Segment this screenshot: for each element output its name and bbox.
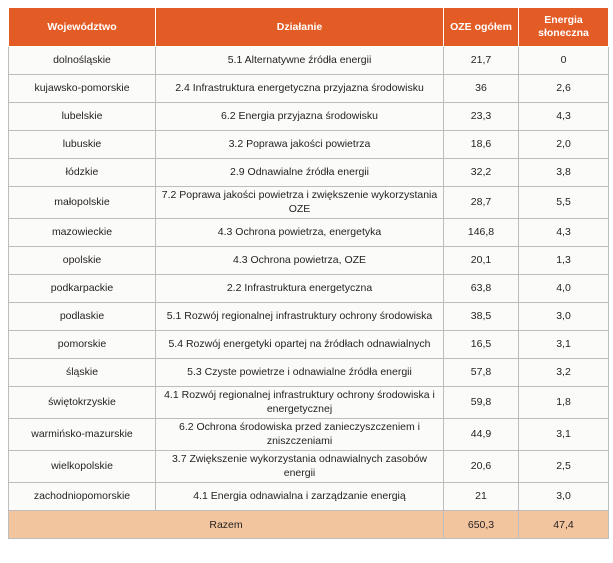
cell-wojewodztwo: mazowieckie	[9, 219, 156, 247]
table-row	[9, 219, 609, 247]
cell-energia-sloneczna: 1,8	[519, 387, 609, 419]
cell-energia-sloneczna: 4,3	[519, 219, 609, 247]
cell-energia-sloneczna: 3,0	[519, 483, 609, 511]
table-row	[9, 103, 609, 131]
cell-energia-sloneczna: 2,0	[519, 131, 609, 159]
cell-dzialanie: 4.3 Ochrona powietrza, OZE	[156, 247, 444, 275]
cell-dzialanie: 2.2 Infrastruktura energetyczna	[156, 275, 444, 303]
cell-energia-sloneczna: 0	[519, 47, 609, 75]
table-row	[9, 419, 609, 451]
table-row	[9, 47, 609, 75]
table-row	[9, 275, 609, 303]
total-row	[9, 511, 609, 539]
table-row	[9, 483, 609, 511]
cell-dzialanie: 4.1 Rozwój regionalnej infrastruktury ochrony środowiska i energetycznej	[156, 387, 444, 419]
cell-wojewodztwo: opolskie	[9, 247, 156, 275]
table-row	[9, 247, 609, 275]
cell-energia-sloneczna: 3,1	[519, 419, 609, 451]
header-oze-ogolem: OZE ogółem	[444, 8, 519, 47]
oze-table	[8, 7, 609, 539]
cell-oze-ogolem: 146,8	[444, 219, 519, 247]
cell-oze-ogolem: 21	[444, 483, 519, 511]
cell-wojewodztwo: kujawsko-pomorskie	[9, 75, 156, 103]
cell-dzialanie: 6.2 Energia przyjazna środowisku	[156, 103, 444, 131]
cell-dzialanie: 6.2 Ochrona środowiska przed zanieczyszczeniem i zniszczeniami	[156, 419, 444, 451]
cell-dzialanie: 3.7 Zwiększenie wykorzystania odnawialnych zasobów energii	[156, 451, 444, 483]
cell-oze-ogolem: 23,3	[444, 103, 519, 131]
table-row	[9, 387, 609, 419]
cell-wojewodztwo: świętokrzyskie	[9, 387, 156, 419]
header-dzialanie: Działanie	[156, 8, 444, 47]
cell-oze-ogolem: 38,5	[444, 303, 519, 331]
cell-wojewodztwo: podkarpackie	[9, 275, 156, 303]
cell-dzialanie: 5.3 Czyste powietrze i odnawialne źródła energii	[156, 359, 444, 387]
cell-wojewodztwo: wielkopolskie	[9, 451, 156, 483]
cell-wojewodztwo: lubuskie	[9, 131, 156, 159]
cell-wojewodztwo: podlaskie	[9, 303, 156, 331]
cell-energia-sloneczna: 1,3	[519, 247, 609, 275]
cell-dzialanie: 3.2 Poprawa jakości powietrza	[156, 131, 444, 159]
cell-oze-ogolem: 57,8	[444, 359, 519, 387]
cell-wojewodztwo: łódzkie	[9, 159, 156, 187]
cell-wojewodztwo: małopolskie	[9, 187, 156, 219]
cell-oze-ogolem: 16,5	[444, 331, 519, 359]
cell-oze-ogolem: 36	[444, 75, 519, 103]
cell-energia-sloneczna: 4,3	[519, 103, 609, 131]
header-row	[9, 8, 609, 47]
total-label: Razem	[9, 511, 444, 539]
cell-oze-ogolem: 59,8	[444, 387, 519, 419]
cell-wojewodztwo: pomorskie	[9, 331, 156, 359]
cell-energia-sloneczna: 2,6	[519, 75, 609, 103]
cell-dzialanie: 5.1 Rozwój regionalnej infrastruktury ochrony środowiska	[156, 303, 444, 331]
cell-oze-ogolem: 18,6	[444, 131, 519, 159]
table-row	[9, 131, 609, 159]
cell-energia-sloneczna: 3,1	[519, 331, 609, 359]
table-row	[9, 331, 609, 359]
cell-wojewodztwo: lubelskie	[9, 103, 156, 131]
cell-energia-sloneczna: 5,5	[519, 187, 609, 219]
cell-oze-ogolem: 32,2	[444, 159, 519, 187]
table-row	[9, 303, 609, 331]
cell-wojewodztwo: zachodniopomorskie	[9, 483, 156, 511]
header-energia-sloneczna: Energia słoneczna	[519, 8, 609, 47]
cell-dzialanie: 7.2 Poprawa jakości powietrza i zwiększenie wykorzystania OZE	[156, 187, 444, 219]
cell-oze-ogolem: 28,7	[444, 187, 519, 219]
cell-energia-sloneczna: 4,0	[519, 275, 609, 303]
table-row	[9, 75, 609, 103]
table-row	[9, 187, 609, 219]
cell-dzialanie: 4.1 Energia odnawialna i zarządzanie energią	[156, 483, 444, 511]
table-container	[8, 7, 608, 539]
total-oze: 650,3	[444, 511, 519, 539]
cell-oze-ogolem: 20,1	[444, 247, 519, 275]
table-row	[9, 159, 609, 187]
cell-energia-sloneczna: 3,0	[519, 303, 609, 331]
cell-dzialanie: 5.1 Alternatywne źródła energii	[156, 47, 444, 75]
cell-oze-ogolem: 20,6	[444, 451, 519, 483]
cell-oze-ogolem: 44,9	[444, 419, 519, 451]
cell-oze-ogolem: 21,7	[444, 47, 519, 75]
cell-wojewodztwo: warmińsko-mazurskie	[9, 419, 156, 451]
cell-energia-sloneczna: 2,5	[519, 451, 609, 483]
cell-energia-sloneczna: 3,8	[519, 159, 609, 187]
cell-oze-ogolem: 63,8	[444, 275, 519, 303]
cell-dzialanie: 2.9 Odnawialne źródła energii	[156, 159, 444, 187]
table-row	[9, 451, 609, 483]
cell-wojewodztwo: dolnośląskie	[9, 47, 156, 75]
table-row	[9, 359, 609, 387]
cell-dzialanie: 4.3 Ochrona powietrza, energetyka	[156, 219, 444, 247]
header-wojewodztwo: Województwo	[9, 8, 156, 47]
total-solar: 47,4	[519, 511, 609, 539]
cell-dzialanie: 5.4 Rozwój energetyki opartej na źródłach odnawialnych	[156, 331, 444, 359]
cell-wojewodztwo: śląskie	[9, 359, 156, 387]
cell-energia-sloneczna: 3,2	[519, 359, 609, 387]
cell-dzialanie: 2.4 Infrastruktura energetyczna przyjazna środowisku	[156, 75, 444, 103]
